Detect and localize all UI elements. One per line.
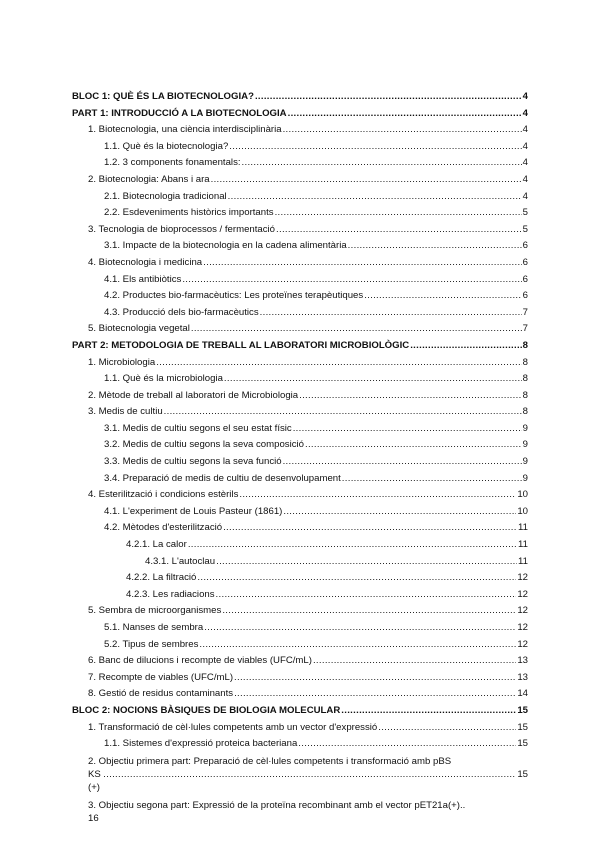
dot-leader — [191, 321, 522, 338]
toc-page-number: 7 — [522, 306, 528, 318]
toc-entry-label: 2.2. Esdeveniments històrics importants — [104, 207, 274, 219]
toc-entry-label: 4.3.1. L'autoclau — [145, 555, 216, 567]
toc-page-number: 11 — [518, 522, 528, 534]
toc-page-number: 4 — [522, 107, 528, 119]
toc-page-number: 15 — [517, 704, 528, 716]
toc-page-number: 15 — [517, 721, 528, 733]
toc-entry-label: 2. Objectiu primera part: Preparació de cèl·lules competents i transformació amb pBS — [88, 755, 452, 767]
dot-leader — [211, 172, 522, 189]
toc-entry[interactable] — [72, 620, 528, 637]
dot-leader — [216, 554, 517, 571]
toc-entry-label: 3. Medis de cultiu — [88, 406, 163, 418]
toc-entry[interactable] — [72, 587, 528, 604]
toc-page-number: 15 — [517, 738, 528, 750]
toc-entry[interactable] — [72, 554, 528, 571]
toc-entry[interactable] — [72, 371, 528, 388]
toc-entry[interactable] — [72, 670, 528, 687]
toc-page-number: 12 — [517, 638, 528, 650]
toc-entry-label: 3. Tecnologia de bioprocessos / fermentació — [88, 223, 276, 235]
toc-heading-entry[interactable] — [72, 89, 528, 106]
toc-heading-entry[interactable] — [72, 703, 528, 720]
toc-page-number: 6 — [522, 290, 528, 302]
toc-page-number: 8 — [522, 389, 528, 401]
toc-page-number: 8 — [522, 339, 528, 351]
toc-entry[interactable] — [72, 321, 528, 338]
toc-entry-label: 1. Biotecnologia, una ciència interdisciplinària — [88, 124, 282, 136]
toc-entry[interactable] — [72, 736, 528, 753]
dot-leader — [364, 288, 521, 305]
toc-entry[interactable] — [72, 504, 528, 521]
toc-page-number: 8 — [522, 356, 528, 368]
toc-entry[interactable] — [72, 288, 528, 305]
toc-entry[interactable] — [72, 520, 528, 537]
toc-entry-label: 5. Biotecnologia vegetal — [88, 323, 190, 335]
dot-leader — [229, 139, 521, 156]
toc-entry-label: 4.2.3. Les radiacions — [126, 588, 215, 600]
toc-entry[interactable] — [72, 255, 528, 272]
toc-entry-label: 4.2. Mètodes d'esterilització — [104, 522, 223, 534]
toc-page-number: 12 — [517, 572, 528, 584]
dot-leader — [156, 355, 521, 372]
toc-page-number: 11 — [518, 539, 528, 551]
toc-heading-entry[interactable] — [72, 338, 528, 355]
dot-leader — [260, 305, 522, 322]
toc-entry[interactable] — [72, 404, 528, 421]
dot-leader — [203, 255, 522, 272]
toc-page-number: 9 — [522, 472, 528, 484]
toc-entry[interactable] — [72, 122, 528, 139]
toc-entry[interactable] — [72, 437, 528, 454]
toc-entry[interactable] — [72, 797, 528, 828]
toc-entry-label: 4.3. Producció dels bio-farmacèutics — [104, 306, 259, 318]
toc-entry-label: BLOC 1: QUÈ ÉS LA BIOTECNOLOGIA? — [72, 91, 254, 102]
dot-leader — [222, 603, 516, 620]
toc-entry[interactable] — [72, 637, 528, 654]
toc-entry-label: 4.2.2. La filtració — [126, 572, 197, 584]
toc-page-number: 13 — [517, 655, 528, 667]
toc-entry-label: 2. Mètode de treball al laboratori de Microbiologia — [88, 389, 299, 401]
dot-leader — [103, 768, 516, 781]
dot-leader — [239, 487, 516, 504]
toc-entry-label: 2.1. Biotecnologia tradicional — [104, 190, 227, 202]
toc-page-number: 8 — [522, 406, 528, 418]
toc-entry-label: 2. Biotecnologia: Abans i ara — [88, 173, 210, 185]
toc-entry-label: 3.1. Medis de cultiu segons el seu estat físic — [104, 422, 292, 434]
toc-page-number: 10 — [517, 489, 528, 501]
toc-page-number: 9 — [522, 456, 528, 468]
dot-leader — [199, 637, 516, 654]
toc-entry[interactable] — [72, 155, 528, 172]
table-of-contents — [72, 89, 528, 828]
toc-page-number: 9 — [522, 439, 528, 451]
toc-page-number: 5 — [522, 207, 528, 219]
toc-entry[interactable] — [72, 753, 528, 797]
toc-entry-label: PART 2: METODOLOGIA DE TREBALL AL LABORATORI MICROBIOLÒGIC — [72, 339, 410, 351]
toc-entry[interactable] — [72, 172, 528, 189]
toc-heading-entry[interactable] — [72, 106, 528, 123]
toc-entry-label: 4.2. Productes bio-farmacèutics: Les proteïnes terapèutiques — [104, 290, 364, 302]
toc-entry[interactable] — [72, 189, 528, 206]
dot-leader — [197, 570, 516, 587]
toc-entry-label: 4. Biotecnologia i medicina — [88, 256, 203, 268]
toc-entry[interactable] — [72, 205, 528, 222]
toc-page-number: 4 — [522, 173, 528, 185]
toc-entry[interactable] — [72, 686, 528, 703]
toc-entry-label: 1. Microbiologia — [88, 356, 156, 368]
toc-entry-label: 4.1. Els antibiòtics — [104, 273, 182, 285]
dot-leader — [164, 404, 522, 421]
toc-page-number: 12 — [517, 622, 528, 633]
toc-entry-label: 3.3. Medis de cultiu segons la seva funció — [104, 456, 282, 468]
toc-entry[interactable] — [72, 653, 528, 670]
toc-page-number: 15 — [517, 768, 528, 780]
dot-leader — [188, 537, 517, 554]
toc-page-number: 4 — [522, 190, 528, 202]
toc-page-number: 11 — [518, 555, 528, 567]
toc-entry-label: 3.4. Preparació de medis de cultiu de desenvolupament — [104, 472, 341, 484]
dot-leader — [305, 437, 522, 454]
dot-leader — [216, 587, 517, 604]
toc-entry-label: BLOC 2: NOCIONS BÀSIQUES DE BIOLOGIA MOLECULAR — [72, 704, 341, 716]
dot-leader — [242, 155, 522, 172]
toc-entry-label: 8. Gestió de residus contaminants — [88, 688, 234, 700]
toc-entry[interactable] — [72, 139, 528, 156]
toc-page-number: 14 — [517, 688, 528, 700]
toc-page-number: 8 — [522, 373, 528, 385]
toc-entry-label: 3. Objectiu segona part: Expressió de la proteïna recombinant amb el vector pET21a(+).. — [88, 799, 466, 811]
dot-leader — [204, 620, 516, 637]
toc-page-number: 4 — [522, 140, 528, 152]
dot-leader — [313, 653, 516, 670]
toc-entry-label: 5.2. Tipus de sembres — [104, 638, 199, 650]
dot-leader — [234, 670, 516, 687]
toc-page-number: 4 — [522, 157, 528, 169]
toc-page-number: 5 — [522, 223, 528, 235]
dot-leader — [228, 189, 522, 206]
dot-leader — [275, 205, 522, 222]
toc-page-number: 6 — [522, 256, 528, 268]
dot-leader — [255, 89, 522, 106]
toc-entry[interactable] — [72, 537, 528, 554]
toc-page-number: 13 — [517, 671, 528, 683]
dot-leader — [283, 504, 516, 521]
dot-leader — [234, 686, 516, 703]
toc-entry[interactable] — [72, 388, 528, 405]
toc-entry-label: 4.1. L'experiment de Louis Pasteur (1861) — [104, 505, 283, 517]
toc-page-number: 4 — [522, 124, 528, 136]
dot-leader — [341, 703, 516, 720]
toc-entry[interactable] — [72, 305, 528, 322]
toc-entry[interactable] — [72, 570, 528, 587]
toc-entry[interactable] — [72, 272, 528, 289]
toc-entry-label: 4.2.1. La calor — [126, 539, 187, 551]
toc-entry-label: PART 1: INTRODUCCIÓ A LA BIOTECNOLOGIA — [72, 107, 287, 119]
toc-entry-label: 6. Banc de dilucions i recompte de viables (UFC/mL) — [88, 655, 312, 667]
toc-entry-label: 5.1. Nanses de sembra — [104, 622, 204, 633]
toc-entry-label: 1. Transformació de cèl·lules competents amb un vector d'expressió — [88, 721, 378, 733]
toc-entry-label: 1.2. 3 components fonamentals: — [104, 157, 241, 169]
dot-leader — [299, 388, 522, 405]
dot-leader — [224, 371, 522, 388]
toc-entry-label: 1.1. Què és la microbiologia — [104, 373, 223, 385]
dot-leader — [298, 736, 516, 753]
toc-entry-label: 3.1. Impacte de la biotecnologia en la cadena alimentària — [104, 240, 347, 252]
toc-entry-label: 4. Esterilització i condicions estèrils — [88, 489, 239, 501]
toc-page-number: 4 — [522, 91, 528, 102]
toc-entry[interactable] — [72, 471, 528, 488]
dot-leader — [182, 272, 521, 289]
dot-leader — [293, 421, 522, 438]
toc-entry-label: 1.1. Què és la biotecnologia? — [104, 140, 229, 152]
dot-leader — [276, 222, 522, 239]
toc-page-number: 7 — [522, 323, 528, 335]
toc-entry-label: 5. Sembra de microorganismes — [88, 605, 222, 617]
dot-leader — [283, 122, 522, 139]
dot-leader — [223, 520, 517, 537]
toc-entry[interactable] — [72, 355, 528, 372]
toc-entry[interactable] — [72, 603, 528, 620]
toc-entry[interactable] — [72, 720, 528, 737]
toc-entry[interactable] — [72, 421, 528, 438]
toc-entry-label-continued: KS (+) — [88, 768, 101, 793]
toc-page-number: 6 — [522, 273, 528, 285]
dot-leader — [283, 454, 522, 471]
toc-page-number: 9 — [522, 422, 528, 434]
toc-entry-label: 7. Recompte de viables (UFC/mL) — [88, 671, 234, 683]
toc-page-number: 12 — [517, 605, 528, 617]
dot-leader — [378, 720, 516, 737]
dot-leader — [410, 338, 521, 355]
toc-page-number: 10 — [517, 505, 528, 517]
toc-entry[interactable] — [72, 238, 528, 255]
toc-entry[interactable] — [72, 487, 528, 504]
toc-entry-label-continued: 16 — [88, 812, 99, 824]
dot-leader — [348, 238, 522, 255]
toc-entry[interactable] — [72, 454, 528, 471]
toc-entry[interactable] — [72, 222, 528, 239]
toc-entry-label: 3.2. Medis de cultiu segons la seva composició — [104, 439, 304, 451]
toc-entry-label: 1.1. Sistemes d'expressió proteica bacteriana — [104, 738, 298, 750]
dot-leader — [288, 106, 522, 123]
toc-page-number: 12 — [517, 588, 528, 600]
toc-page-number: 6 — [522, 240, 528, 252]
dot-leader — [342, 471, 522, 488]
